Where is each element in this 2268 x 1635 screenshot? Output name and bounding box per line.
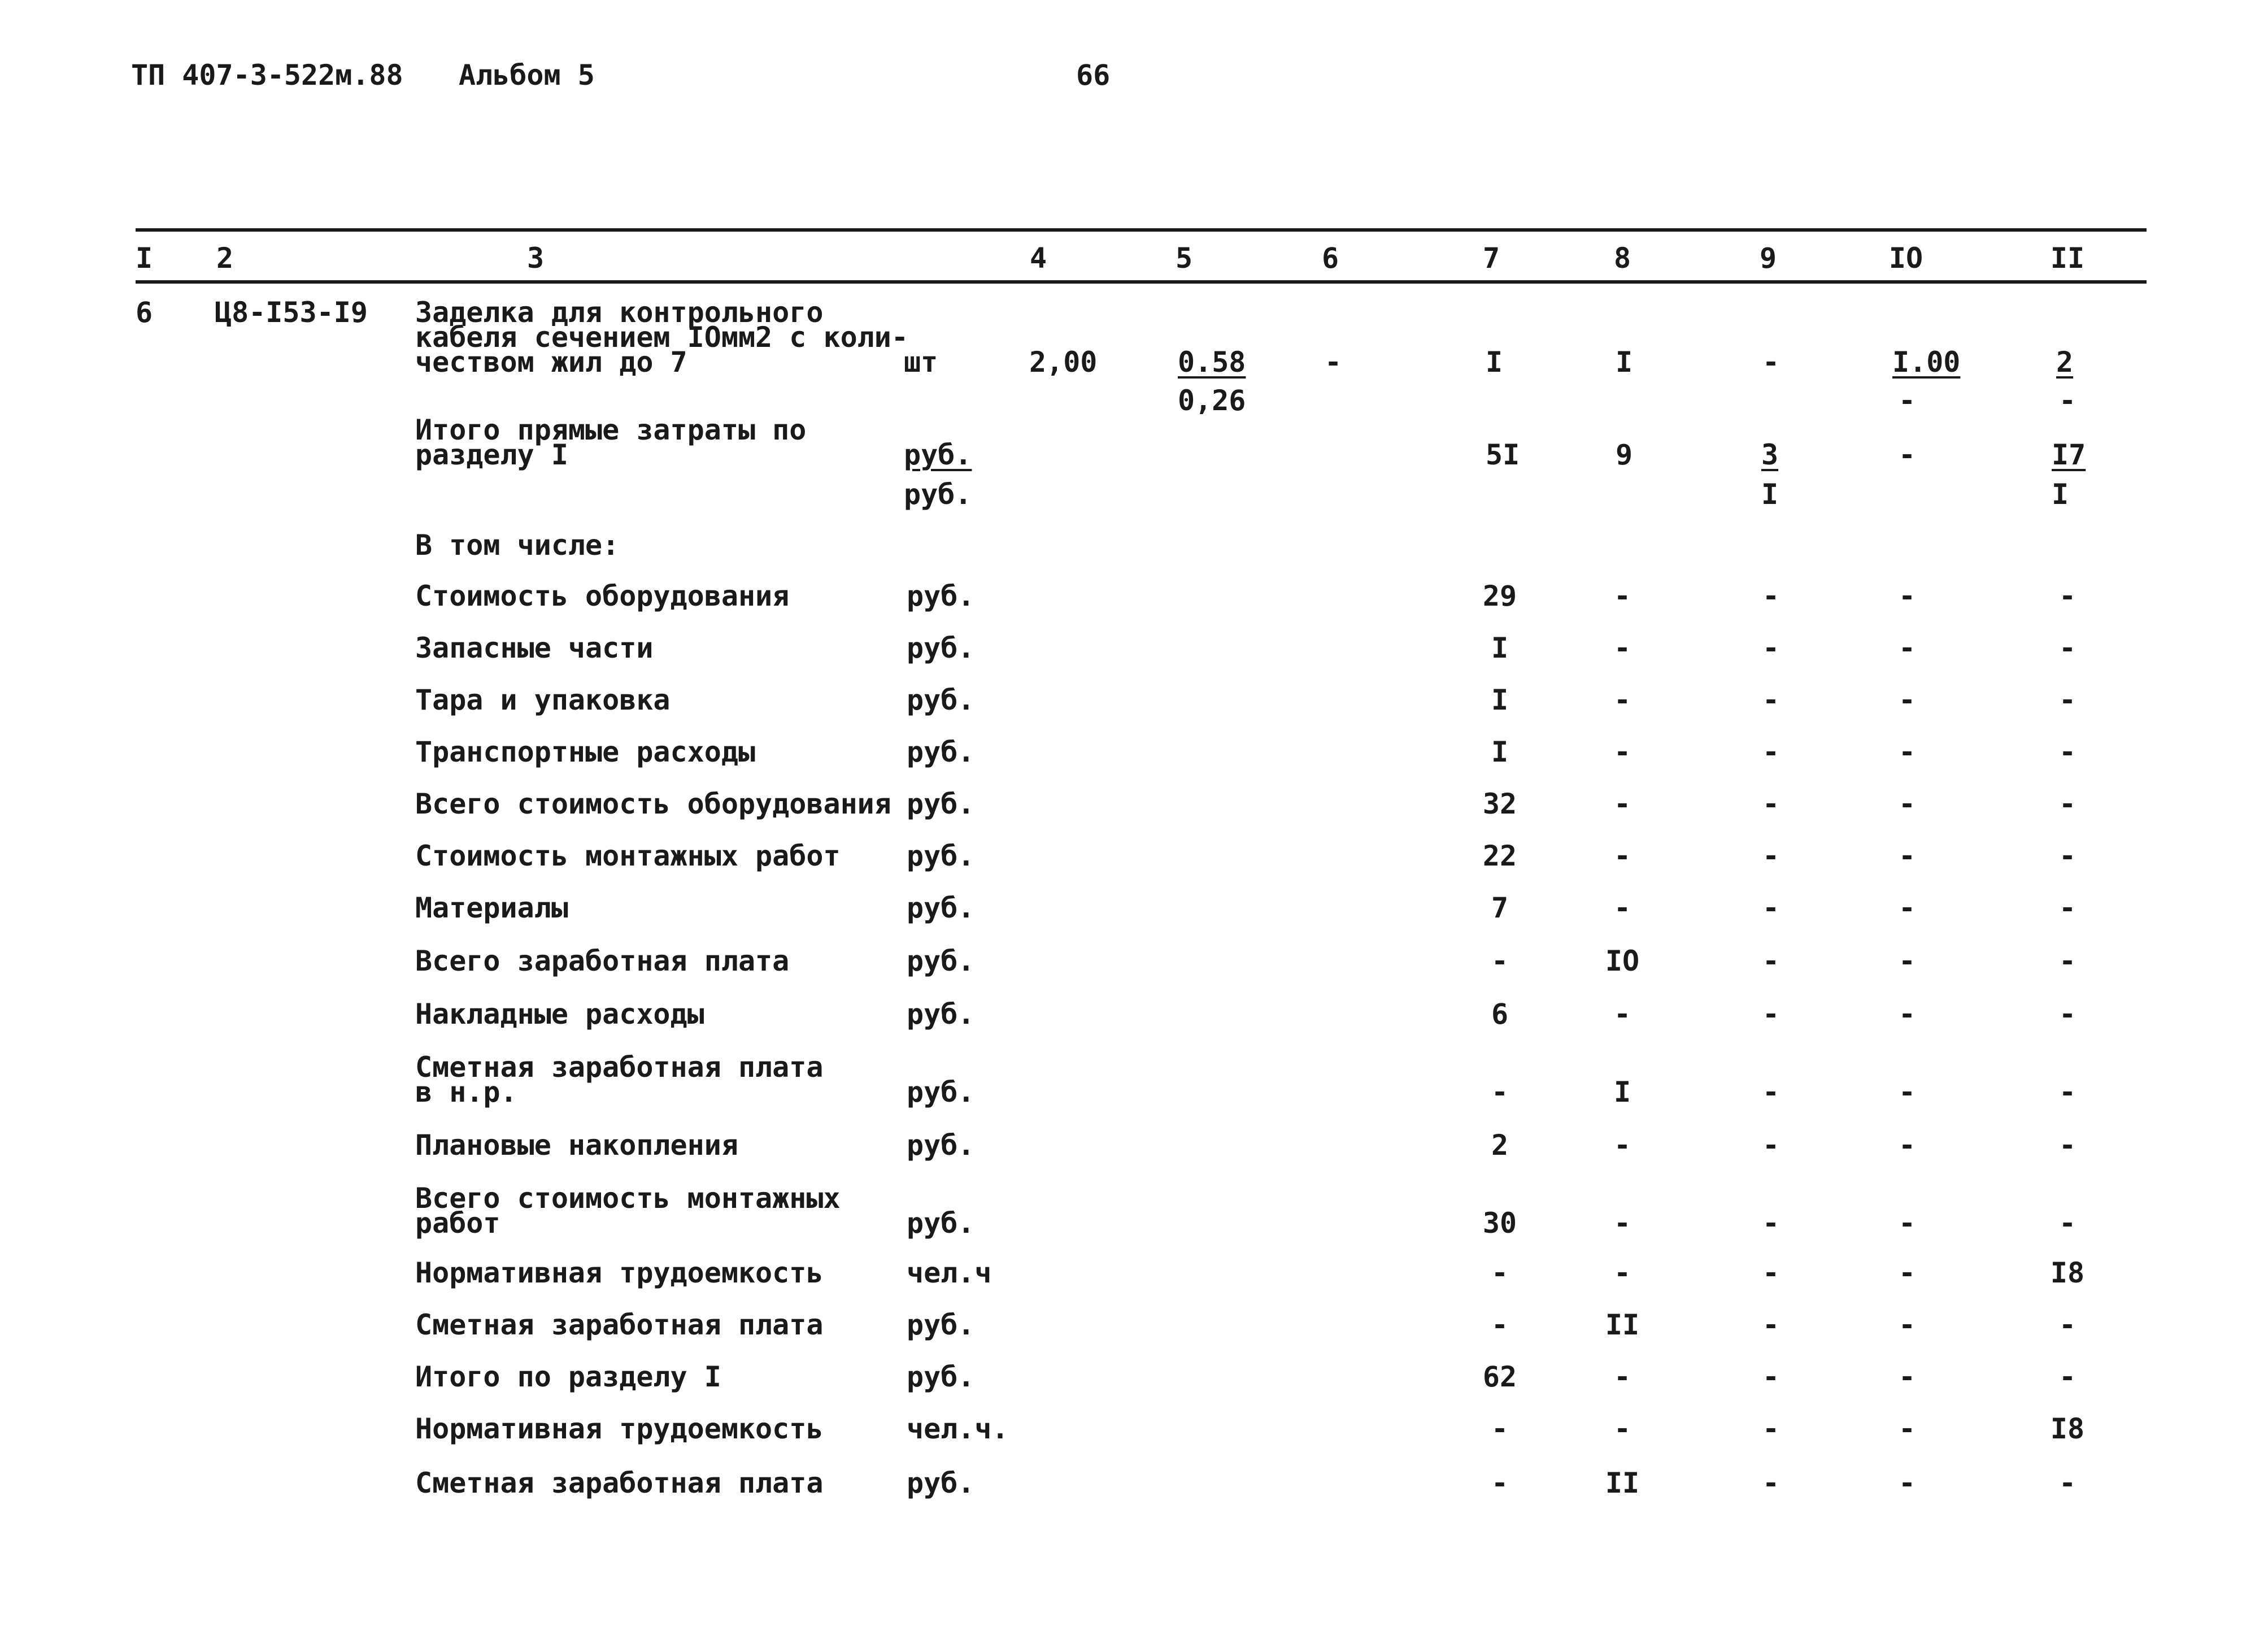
row-unit: руб. [907, 1129, 975, 1162]
row-cell-c9: - [1762, 1129, 1780, 1162]
row-unit: руб. [907, 840, 975, 872]
document-code: ТП 407-3-522м.88 [131, 59, 403, 92]
total-direct-unit-bottom: руб. [904, 478, 972, 511]
row-cell-c10: - [1898, 580, 1916, 612]
row-cell-c7: - [1491, 1308, 1509, 1341]
row-unit: руб. [907, 788, 975, 820]
row-cell-c10: - [1898, 632, 1916, 664]
row-cell-c11: - [2058, 788, 2077, 820]
column-header: 6 [1321, 242, 1339, 275]
row-cell-c8: - [1613, 684, 1631, 716]
total-direct-col11-bottom: I [2052, 478, 2069, 511]
item-col9: - [1762, 346, 1780, 379]
row-cell-c10: - [1898, 736, 1916, 768]
column-header: 4 [1029, 242, 1047, 275]
row-cell-c10: - [1898, 1308, 1916, 1341]
row-cell-c10: - [1898, 840, 1916, 872]
row-cell-c7: 7 [1491, 892, 1509, 924]
row-unit: руб. [907, 998, 975, 1030]
row-label: Всего заработная плата [415, 945, 790, 977]
row-cell-c9: - [1762, 1308, 1780, 1341]
row-unit: руб. [907, 580, 975, 612]
row-cell-c10: - [1898, 945, 1916, 977]
item-col5-bottom: 0,26 [1178, 384, 1246, 417]
row-unit: руб. [907, 1207, 975, 1240]
item-col7: I [1486, 346, 1503, 379]
row-cell-c7: 62 [1482, 1360, 1517, 1393]
row-label: Материалы [415, 892, 568, 924]
row-cell-c11: - [2058, 684, 2077, 716]
row-cell-c11: - [2058, 632, 2077, 664]
row-cell-c11: - [2058, 1076, 2077, 1108]
row-unit: руб. [907, 1076, 975, 1108]
row-cell-c7: - [1491, 1412, 1509, 1445]
total-direct-col7: 5I [1486, 438, 1520, 471]
item-col10-bottom: - [1898, 384, 1916, 417]
row-cell-c8: - [1613, 892, 1631, 924]
item-description-line: Заделка для контрольного [415, 296, 824, 329]
row-label: Нормативная трудоемкость [415, 1412, 824, 1445]
row-cell-c11: - [2058, 998, 2077, 1030]
row-cell-c10: - [1898, 1207, 1916, 1240]
row-cell-c10: - [1898, 892, 1916, 924]
row-unit: руб. [907, 1360, 975, 1393]
row-cell-c10: - [1898, 1360, 1916, 1393]
page-number: 66 [1076, 59, 1111, 92]
row-cell-c9: - [1762, 1076, 1780, 1108]
row-cell-c9: - [1762, 580, 1780, 612]
row-unit: чел.ч [907, 1256, 992, 1289]
row-cell-c11: - [2058, 945, 2077, 977]
row-cell-c9: - [1762, 1207, 1780, 1240]
item-description-line: чеством жил до 7 [415, 346, 687, 379]
row-cell-c10: - [1898, 1467, 1916, 1499]
row-cell-c8: II [1605, 1308, 1640, 1341]
row-cell-c8: - [1613, 1360, 1631, 1393]
row-cell-c7: - [1491, 1076, 1509, 1108]
row-cell-c11: - [2058, 1360, 2077, 1393]
including-label: В том числе: [415, 529, 620, 562]
row-cell-c10: - [1898, 1129, 1916, 1162]
row-cell-c8: - [1613, 1256, 1631, 1289]
row-cell-c11: - [2058, 892, 2077, 924]
row-cell-c11: - [2058, 840, 2077, 872]
column-header: 7 [1482, 242, 1500, 275]
row-label: Всего стоимость оборудования [415, 788, 891, 820]
row-cell-c8: - [1613, 736, 1631, 768]
row-unit: руб. [907, 1308, 975, 1341]
row-cell-c7: 22 [1482, 840, 1517, 872]
row-label: Стоимость монтажных работ [415, 840, 841, 872]
row-cell-c7: 30 [1482, 1207, 1517, 1240]
row-cell-c7: 6 [1491, 998, 1509, 1030]
row-cell-c9: - [1762, 788, 1780, 820]
album-label: Альбом 5 [459, 59, 595, 92]
item-description-line: кабеля сечением IОмм2 с коли- [415, 321, 908, 354]
row-cell-c10: - [1898, 1412, 1916, 1445]
row-cell-c8: II [1605, 1467, 1640, 1499]
row-cell-c8: - [1613, 1412, 1631, 1445]
row-unit: руб. [907, 684, 975, 716]
row-cell-c9: - [1762, 1256, 1780, 1289]
row-cell-c11: I8 [2050, 1412, 2085, 1445]
row-cell-c8: - [1613, 998, 1631, 1030]
row-label: Стоимость оборудования [415, 580, 790, 612]
row-cell-c11: - [2058, 736, 2077, 768]
column-header: 9 [1759, 242, 1777, 275]
row-cell-c9: - [1762, 736, 1780, 768]
row-cell-c8: - [1613, 632, 1631, 664]
column-header: 2 [216, 242, 234, 275]
row-unit: руб. [907, 945, 975, 977]
row-cell-c11: - [2058, 580, 2077, 612]
row-label: Сметная заработная плата [415, 1467, 824, 1499]
row-cell-c7: - [1491, 1256, 1509, 1289]
row-cell-c9: - [1762, 945, 1780, 977]
row-label: Нормативная трудоемкость [415, 1256, 824, 1289]
row-unit: чел.ч. [907, 1412, 1009, 1445]
row-unit: руб. [907, 1467, 975, 1499]
total-direct-col8: 9 [1616, 438, 1633, 471]
row-label: Запасные части [415, 632, 654, 664]
row-unit: руб. [907, 736, 975, 768]
row-label: Плановые накопления [415, 1129, 738, 1162]
row-cell-c10: - [1898, 788, 1916, 820]
row-cell-c7: I [1491, 736, 1509, 768]
total-direct-unit-top: руб. [904, 438, 972, 471]
row-label: Итого по разделу I [415, 1360, 721, 1393]
row-cell-c8: - [1613, 580, 1631, 612]
row-label: Всего стоимость монтажных [415, 1182, 841, 1215]
row-label: работ [415, 1207, 500, 1240]
row-cell-c8: I [1613, 1076, 1631, 1108]
row-cell-c9: - [1762, 1467, 1780, 1499]
row-cell-c11: - [2058, 1207, 2077, 1240]
row-cell-c9: - [1762, 998, 1780, 1030]
row-cell-c7: 2 [1491, 1129, 1509, 1162]
total-direct-label-line: Итого прямые затраты по [415, 414, 807, 446]
row-cell-c10: - [1898, 998, 1916, 1030]
item-code: Ц8-I53-I9 [215, 296, 368, 329]
row-cell-c7: 29 [1482, 580, 1517, 612]
row-cell-c7: - [1491, 945, 1509, 977]
row-cell-c11: - [2058, 1129, 2077, 1162]
total-direct-col11-top: I7 [2052, 438, 2086, 471]
row-cell-c9: - [1762, 1360, 1780, 1393]
row-cell-c10: - [1898, 684, 1916, 716]
row-cell-c7: - [1491, 1467, 1509, 1499]
column-header: I [135, 242, 153, 275]
row-cell-c11: - [2058, 1308, 2077, 1341]
row-cell-c8: - [1613, 840, 1631, 872]
table-header-rule [136, 280, 2147, 284]
row-label: Транспортные расходы [415, 736, 756, 768]
row-cell-c10: - [1898, 1256, 1916, 1289]
item-col8: I [1616, 346, 1633, 379]
column-header: 8 [1613, 242, 1631, 275]
table-top-rule [136, 228, 2147, 232]
column-header: 3 [526, 242, 545, 275]
total-direct-label-line: разделу I [415, 438, 568, 471]
total-direct-col9-bottom: I [1761, 478, 1779, 511]
row-cell-c9: - [1762, 892, 1780, 924]
row-cell-c8: - [1613, 1207, 1631, 1240]
item-number: 6 [136, 296, 153, 329]
row-cell-c7: 32 [1482, 788, 1517, 820]
column-header: IO [1888, 242, 1923, 275]
row-cell-c10: - [1898, 1076, 1916, 1108]
row-cell-c11: - [2058, 1467, 2077, 1499]
row-label: в н.р. [415, 1076, 517, 1108]
item-col6: - [1324, 346, 1342, 379]
row-unit: руб. [907, 892, 975, 924]
row-cell-c7: I [1491, 684, 1509, 716]
total-direct-col9-top: 3 [1761, 438, 1779, 471]
item-col10-top: I.00 [1892, 346, 1961, 379]
row-label: Тара и упаковка [415, 684, 671, 716]
item-col11-bottom: - [2058, 384, 2077, 417]
row-cell-c9: - [1762, 840, 1780, 872]
row-cell-c8: - [1613, 1129, 1631, 1162]
row-cell-c9: - [1762, 684, 1780, 716]
row-cell-c9: - [1762, 1412, 1780, 1445]
column-header: 5 [1175, 242, 1193, 275]
row-label: Накладные расходы [415, 998, 704, 1030]
row-cell-c7: I [1491, 632, 1509, 664]
row-label: Сметная заработная плата [415, 1051, 824, 1084]
item-quantity: 2,00 [1029, 346, 1098, 379]
item-unit: шт [904, 346, 938, 379]
total-direct-col10: - [1898, 438, 1916, 471]
row-cell-c9: - [1762, 632, 1780, 664]
row-cell-c8: - [1613, 788, 1631, 820]
row-unit: руб. [907, 632, 975, 664]
row-cell-c11: I8 [2050, 1256, 2085, 1289]
item-col11-top: 2 [2056, 346, 2074, 379]
row-cell-c8: IO [1605, 945, 1640, 977]
column-header: II [2050, 242, 2085, 275]
row-label: Сметная заработная плата [415, 1308, 824, 1341]
item-col5-top: 0.58 [1178, 346, 1246, 379]
